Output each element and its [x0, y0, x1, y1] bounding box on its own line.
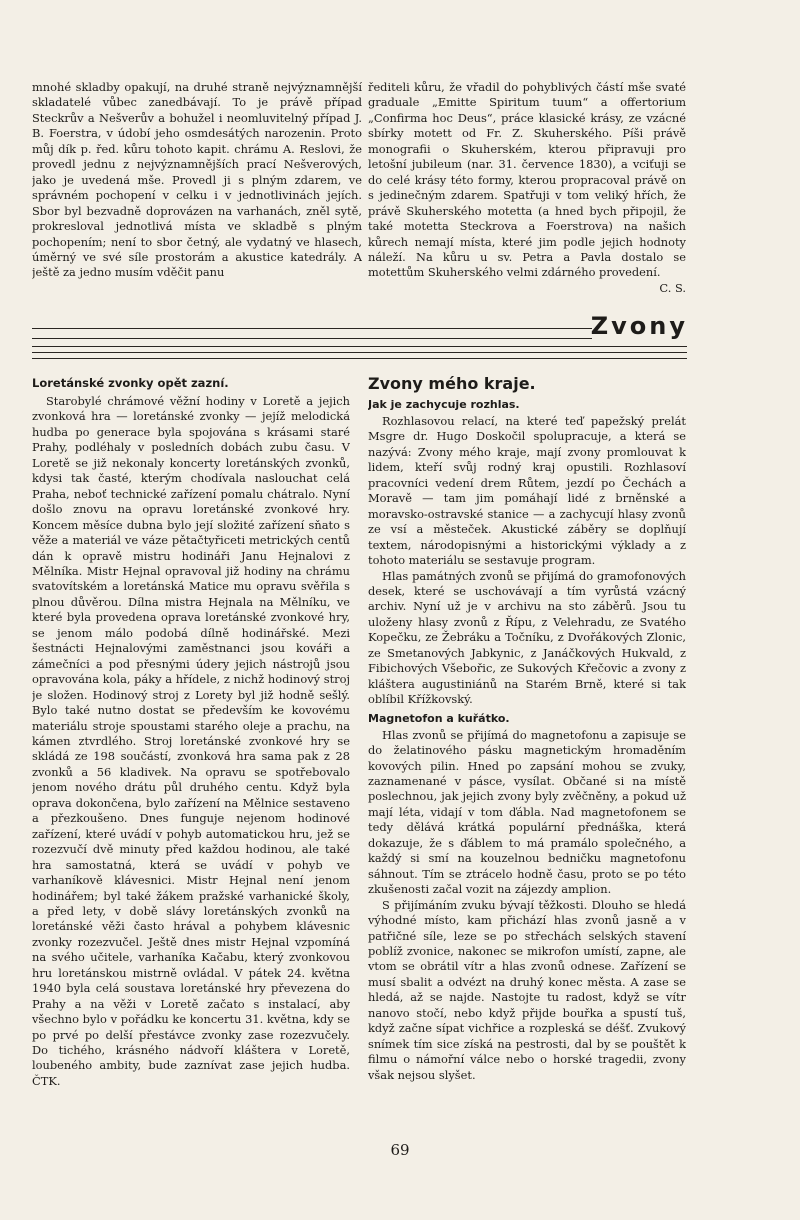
right-article-subtitle: Jak je zachycuje rozhlas.: [368, 398, 520, 411]
right-article-paragraph: Hlas zvonů se přijímá do magnetofonu a zapisuje se do želatinového pásku magnetickým hromaděním kovových pilin. Hned po zapsání mohou se zvuky, zaznamenané v pásce, vysílat. Občané si na místě poslechnou, jak jejich zvony byly zvěčněny, a pokud už mají léta, vidají v tom ďábla. Nad magnetofonem se tedy dělává krátká populární přednáška, která dokazuje, že s ďáblem to má pramálo společného, a každý si smí na kouzelnou bedničku magnetofonu sáhnout. Tím se ztrácelo hodně času, proto se po této zkušenosti začal vozit na zájezdy amplion.: [368, 727, 686, 897]
banner-rule: [32, 346, 687, 347]
right-article-paragraph: S přijímáním zvuku bývají těžkosti. Dlouho se hledá výhodné místo, kam přichází hlas zvonů jasně a v patřičné síle, leze se po střechách selských stavení poblíž zvonice, nakonec se mikrofon umístí, zapne, ale vtom se obrátil vítr a hlas zvonů odnese. Zařízení se musí sbalit a odvézt na druhý konec města. A zase se hledá, až se najde. Nastojte tu radost, když se vítr nanovo stočí, nebo když přijde bouřka a spustí tuš, když začne sípat vichřice a rozpleská se déšť. Zvukový snímek tím sice získá na pestrosti, dal by se pouštět k filmu o námořní válce nebo o horské tragedii, zvony však nejsou slyšet.: [368, 897, 686, 1082]
banner-rule: [32, 328, 592, 329]
banner-rule: [32, 358, 687, 359]
top-left-paragraph: mnohé skladby opakují, na druhé straně nejvýznamnější skladatelé vůbec zanedbávají. To je právě případ Steckrův a Nešverův a bohužel i neomluvitelný případ J. B. Foerstra, v údobí jeho osmdesátých narozenin. Proto můj dík p. řed. kůru tohoto kapit. chrámu A. Reslovi, že provedl jednu z nejvýznamnějších prací Nešverových, jako je uvedená mše. Provedl ji s plným zdarem, ve správném pochopení v celku i v jednotlivinách jejích. Sbor byl bezvadně doprovázen na varhanách, zněl sytě, prokresloval jednotlivá místa ve skladbě s plným pochopením; není to sbor četný, ale vydatný ve hlasech, úměrný ve své síle prostorám a akustice katedrály. A ještě za jedno musím vděčit panu: [32, 80, 362, 280]
top-right-signature: C. S.: [659, 280, 686, 295]
banner-rule: [32, 338, 592, 339]
section-banner-title: Zvony: [590, 312, 688, 340]
left-article-paragraph: Starobylé chrámové věžní hodiny v Loretě a jejich zvonková hra — loretánské zvonky — jejíž melodická hudba po generace byla spojována s krásami staré Prahy, podléhaly v posledních dobách zubu času. V Loretě se již nekonaly koncerty loretánských zvonků, kdysi tak časté, kterým chodívala naslouchat celá Praha, neboť technické zařízení pomalu chátralo. Nyní došlo znovu na opravu loretánské zvonkové hry. Koncem měsíce dubna bylo její složité zařízení sňato s věže a materiál ve váze pětačtyřiceti metrických centů dán k opravě mistru hodináři Janu Hejnalovi z Mělníka. Mistr Hejnal opravoval již hodiny na chrámu svatovítském a loretánská Matice mu opravu svěřila s plnou důvěrou. Dílna mistra Hejnala na Mělníku, ve které byla provedena oprava loretánské zvonkové hry, se jenom málo podobá dílně hodinářské. Mezi šestnácti Hejnalovými zaměstnanci jsou kováři a zámečníci a pod přesnými údery jejich nástrojů jsou opravována kola, páky a hřídele, z nichž hodinový stroj je složen. Hodinový stroj z Lorety byl již hodně sešlý. Bylo také nutno dostat se především ke kovovému materiálu stroje spoustami starého oleje a prachu, na kámen ztvrdlého. Stroj loretánské zvonkové hry se skládá ze 198 součástí, zvonková hra sama pak z 28 zvonků a 56 kladivek. Na opravu se spotřebovalo jenom nového drátu půl druhého centu. Když byla oprava dokončena, bylo zařízení na Mělnice sestaveno a přezkoušeno. Dnes funguje nejenom hodinové zařízení, které uvádí v pohyb automatickou hru, jež se rozezvučí dvě minuty před každou hodinou, ale také hra samostatná, která se uvádí v pohyb ve varhaníkově klávesnici. Mistr Hejnal není jenom hodinářem; byl také žákem pražské varhanické školy, a před lety, v době slávy loretánských zvonků na loretánské věži často hrával a pohybem klávesnic zvonky rozezvučel. Ještě dnes mistr Hejnal vzpomíná na svého učitele, varhaníka Kačabu, který zvonkovou hru loretánskou mistrně ovládal. V pátek 24. května 1940 byla celá soustava loretánské hry převezena do Prahy a na věži v Loretě začato s instalací, aby všechno bylo v pořádku ke koncertu 31. května, kdy se po prvé po delší přestávce zvonky zase rozezvučely. Do tichého, krásného nádvoří kláštera v Loretě, loubeného ambity, bude zaznívat zase jejich hudba. ČTK.: [32, 394, 350, 1088]
right-article-title: Zvony mého kraje.: [368, 374, 536, 393]
left-article-title: Loretánské zvonky opět zazní.: [32, 376, 229, 390]
right-article-paragraph: Rozhlasovou relací, na které teď papežský prelát Msgre dr. Hugo Doskočil spolupracuje, a která se nazývá: Zvony mého kraje, mají zvony promlouvat k lidem, kteří svůj rodný kraj opustili. Rozhlasoví pracovníci vedení drem Růtem, jezdí po Čechách a Moravě — tam jim pomáhají lidé z brněnské a moravsko-ostravské stanice — a zachycují hlasy zvonů ze vsí a městeček. Akustické záběry se doplňují textem, národopisnými a historickými výklady a z tohoto materiálu se sestavuje program.: [368, 414, 686, 568]
top-right-column: [368, 80, 686, 325]
right-article: [368, 374, 686, 1120]
top-right-paragraph: řediteli kůru, že vřadil do pohyblivých částí mše svaté graduale „Emitte Spiritum tuum“ a offertorium „Confirma hoc Deus“, práce klasické krásy, ze vzácné sbírky motett od Fr. Z. Skuherského. Píši právě monografii o Skuherském, kterou připravuji pro letošní jubileum (nar. 31. července 1830), a vciťuji se do celé krásy této formy, kterou propracoval právě on s jedinečným zdarem. Spatřuji v tom veliký hřích, že právě Skuherského motetta (a hned bych připojil, že také motetta Steckrova a Foerstrova) na našich kůrech nemají místa, které jim podle jejich hodnoty náleží. Na kůru u sv. Petra a Pavla dostalo se motettům Skuherského velmi zdárného provedení.: [368, 80, 686, 280]
top-left-column: [32, 80, 362, 298]
right-article-paragraph: Hlas památných zvonů se přijímá do gramofonových desek, které se uschovávají a tím vyrůstá vzácný archiv. Nyní už je v archivu na sto záběrů. Jsou tu uloženy hlasy zvonů z Řípu, z Velehradu, ze Svatého Kopečku, ze Žebráku a Točníku, z Dvořákových Zlonic, ze Smetanových Jabkynic, z Janáčkových Hukvald, z Fibichových Všebořic, ze Sukových Křečovic a zvony z kláštera augustiniánů na Starém Brně, které si tak oblíbil Křížkovský.: [368, 568, 686, 707]
page-number: 69: [390, 1141, 410, 1159]
right-article-subtitle: Magnetofon a kuřátko.: [368, 711, 510, 725]
banner-rule: [32, 352, 687, 353]
left-article: [32, 376, 350, 1114]
